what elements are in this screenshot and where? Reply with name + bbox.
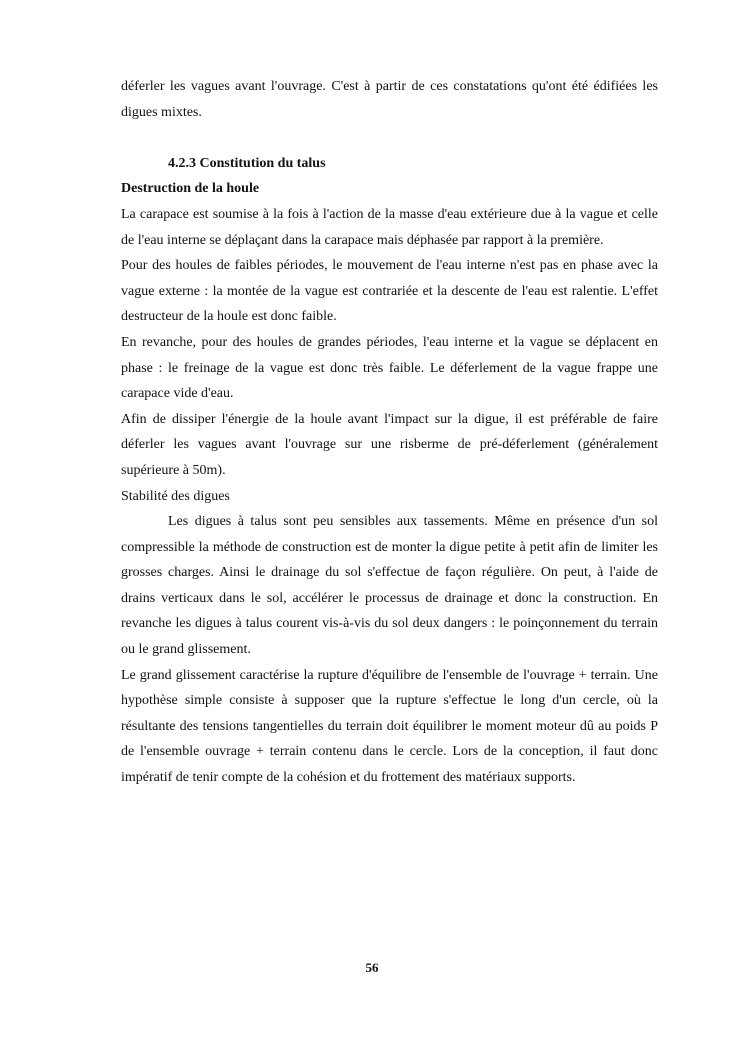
page-number: 56 bbox=[365, 960, 379, 975]
paragraph-grandes-periodes: En revanche, pour des houles de grandes périodes, l'eau interne et la vague se déplacent en phase : le freinage de la vague est donc très faible. Le déferlement de la vague frappe une carapace vide d'eau. bbox=[121, 334, 658, 402]
intro-paragraph: déferler les vagues avant l'ouvrage. C'est à partir de ces constatations qu'ont été édifiées les digues mixtes. bbox=[121, 79, 658, 120]
page-body bbox=[121, 74, 658, 791]
paragraph-carapace: La carapace est soumise à la fois à l'action de la masse d'eau extérieure due à la vague et celle de l'eau interne se déplaçant dans la carapace mais déphasée par rapport à la première. bbox=[121, 206, 658, 248]
subheading-stabilite-digues: Stabilité des digues bbox=[121, 488, 230, 504]
section-heading: 4.2.3 Constitution du talus bbox=[168, 155, 326, 171]
subheading-destruction-houle: Destruction de la houle bbox=[121, 181, 260, 197]
paragraph-faibles-periodes: Pour des houles de faibles périodes, le mouvement de l'eau interne n'est pas en phase avec la vague externe : la montée de la vague est contrariée et la descente de l'eau est ralentie. L'effet destructeur de la houle est donc faible. bbox=[121, 258, 658, 325]
paragraph-tassements: Les digues à talus sont peu sensibles aux tassements. Même en présence d'un sol compressible la méthode de construction est de monter la digue petite à petit afin de limiter les grosses charges. Ainsi le drainage du sol s'effectue de façon régulière. On peut, à l'aide de drains verticaux dans le sol, accélérer le processus de drainage et donc la construction. En revanche les digues à talus courent vis-à-vis du sol deux dangers : le poinçonnement du terrain ou le grand glissement. bbox=[121, 514, 658, 658]
paragraph-grand-glissement: Le grand glissement caractérise la rupture d'équilibre de l'ensemble de l'ouvrage + terrain. Une hypothèse simple consiste à supposer que la rupture s'effectue le long d'un cercle, où la résultante des tensions tangentielles du terrain doit équilibrer le moment moteur dû au poids P de l'ensemble ouvrage + terrain contenu dans le cercle. Lors de la conception, il faut donc impératif de tenir compte de la cohésion et du frottement des matériaux supports. bbox=[121, 667, 658, 786]
blank-line bbox=[121, 125, 658, 151]
paragraph-dissiper-energie: Afin de dissiper l'énergie de la houle avant l'impact sur la digue, il est préférable de faire déferler les vagues avant l'ouvrage sur une risberme de pré-déferlement (généralement supérieure à 50m). bbox=[121, 411, 658, 478]
